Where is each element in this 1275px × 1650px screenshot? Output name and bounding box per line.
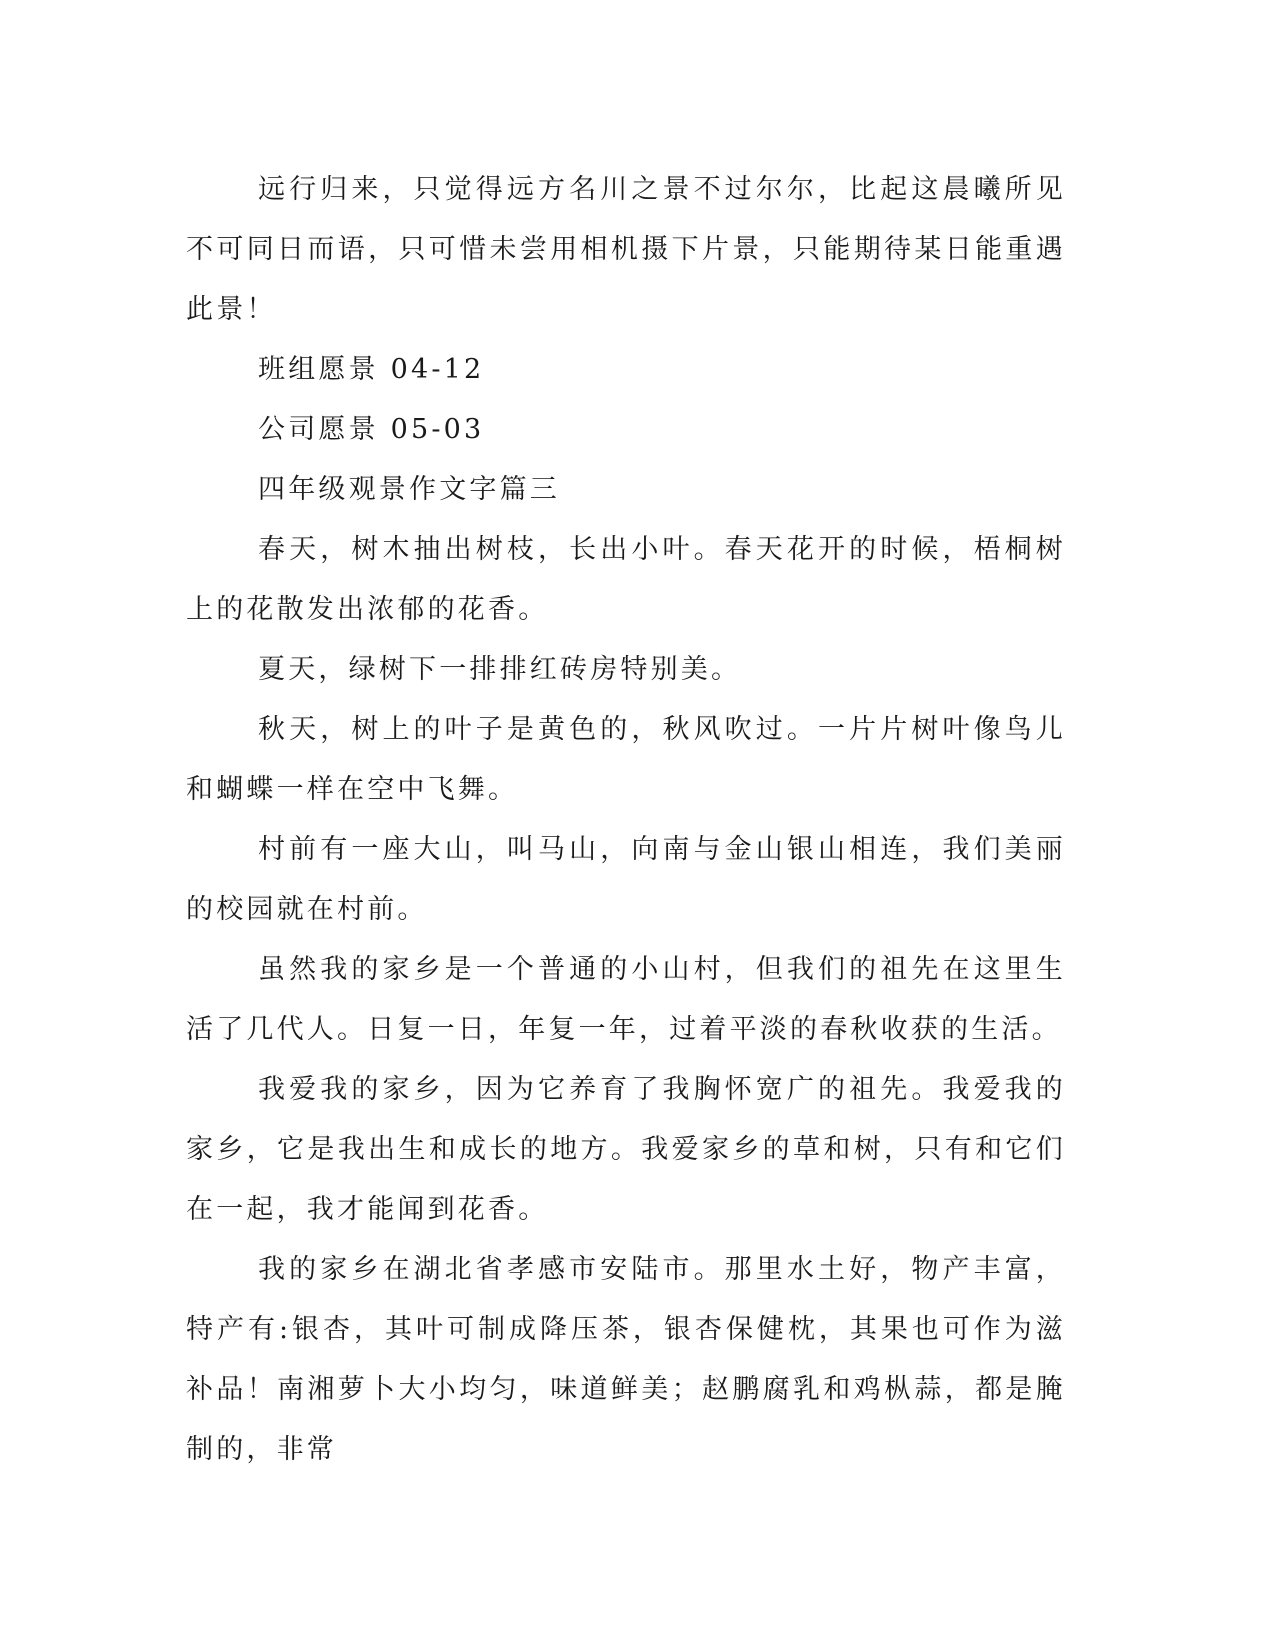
- paragraph-spring: 春天，树木抽出树枝，长出小叶。春天花开的时候，梧桐树上的花散发出浓郁的花香。: [186, 534, 1066, 625]
- paragraph-ancestors: 虽然我的家乡是一个普通的小山村，但我们的祖先在这里生活了几代人。日复一日，年复一年，过着平淡的春秋收获的生活。: [186, 954, 1066, 1045]
- paragraph-autumn: 秋天，树上的叶子是黄色的，秋风吹过。一片片树叶像鸟儿和蝴蝶一样在空中飞舞。: [186, 714, 1066, 805]
- paragraph-village-mountain: 村前有一座大山，叫马山，向南与金山银山相连，我们美丽的校园就在村前。: [186, 834, 1066, 925]
- paragraph-company-vision: 公司愿景 05-03: [258, 414, 485, 445]
- paragraph-summer: 夏天，绿树下一排排红砖房特别美。: [258, 654, 742, 685]
- paragraph-travel-return: 远行归来，只觉得远方名川之景不过尔尔，比起这晨曦所见不可同日而语，只可惜未尝用相机摄下片景，只能期待某日能重遇此景！: [186, 174, 1066, 325]
- paragraph-love-hometown: 我爱我的家乡，因为它养育了我胸怀宽广的祖先。我爱我的家乡，它是我出生和成长的地方。我爱家乡的草和树，只有和它们在一起，我才能闻到花香。: [186, 1074, 1066, 1225]
- section-heading: 四年级观景作文字篇三: [258, 474, 560, 505]
- paragraph-hometown-products: 我的家乡在湖北省孝感市安陆市。那里水土好，物产丰富，特产有:银杏，其叶可制成降压茶，银杏保健枕，其果也可作为滋补品！南湘萝卜大小均匀，味道鲜美；赵鹏腐乳和鸡枞蒜，都是腌制的，非常: [186, 1254, 1066, 1465]
- document-body: [186, 160, 1066, 1480]
- paragraph-team-vision: 班组愿景 04-12: [258, 354, 485, 385]
